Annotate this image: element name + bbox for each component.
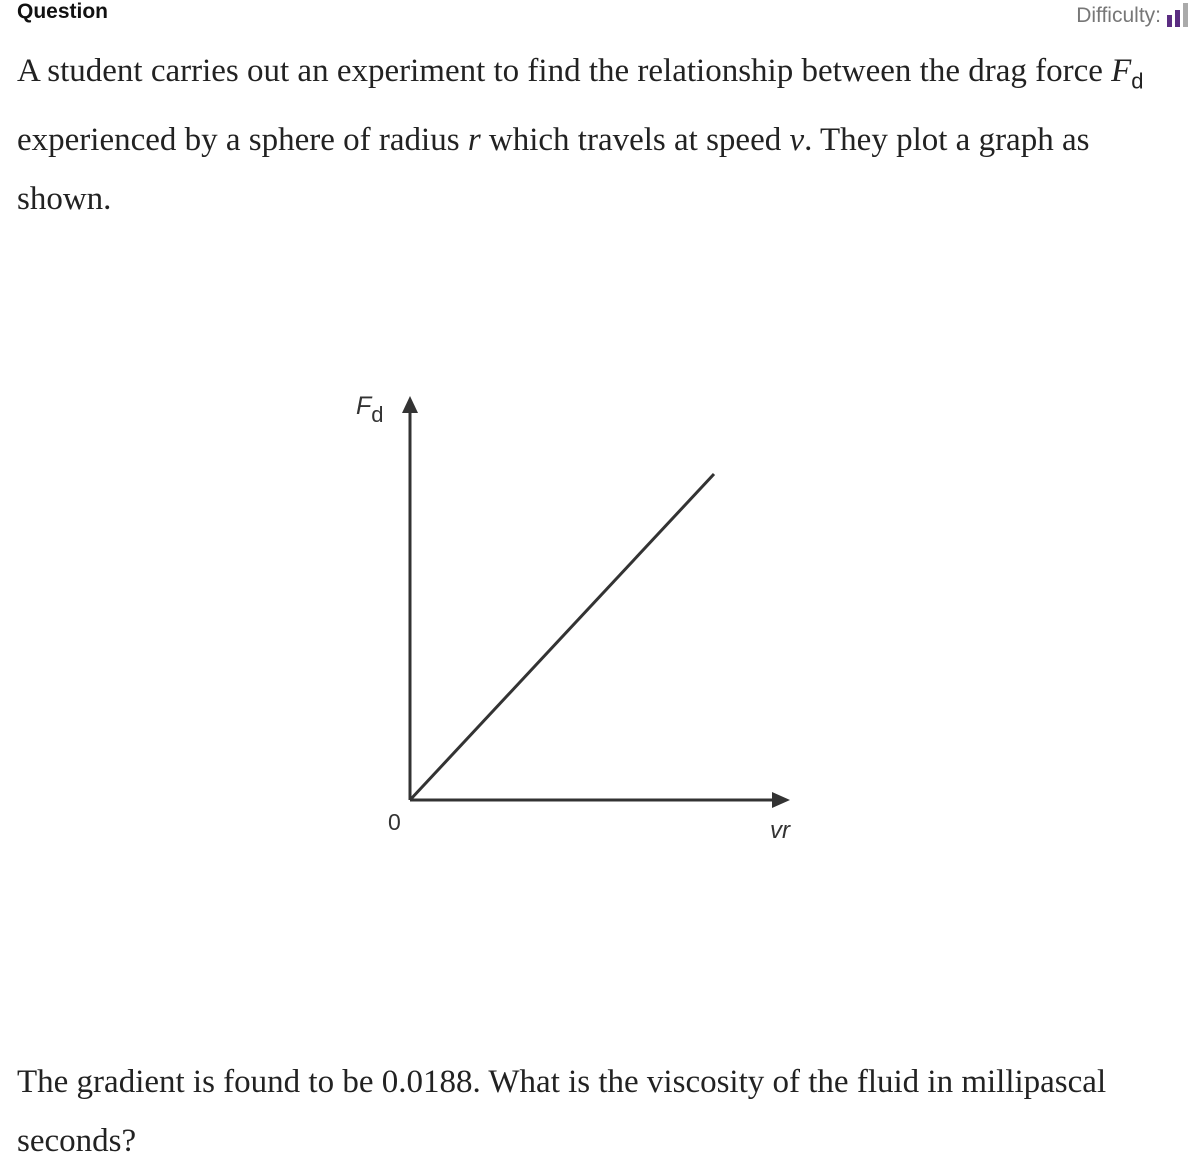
origin-label: 0 (388, 809, 401, 835)
followup-question-text: The gradient is found to be 0.0188. What is the viscosity of the fluid in millipascal seconds? (17, 1064, 1107, 1159)
x-axis-label: vr (770, 817, 790, 844)
difficulty-label: Difficulty: (1076, 4, 1161, 27)
y-axis-label: Fd (356, 392, 384, 427)
y-axis-arrow-icon (402, 396, 418, 413)
x-axis-arrow-icon (772, 792, 790, 808)
data-line (410, 474, 714, 800)
question-text: A student carries out an experiment to find the relationship between the drag force $F_d$ experienced by a sphere of radius r which travels at speed v. They plot a graph as shown. (17, 53, 1144, 217)
question-heading: Question (17, 0, 109, 23)
